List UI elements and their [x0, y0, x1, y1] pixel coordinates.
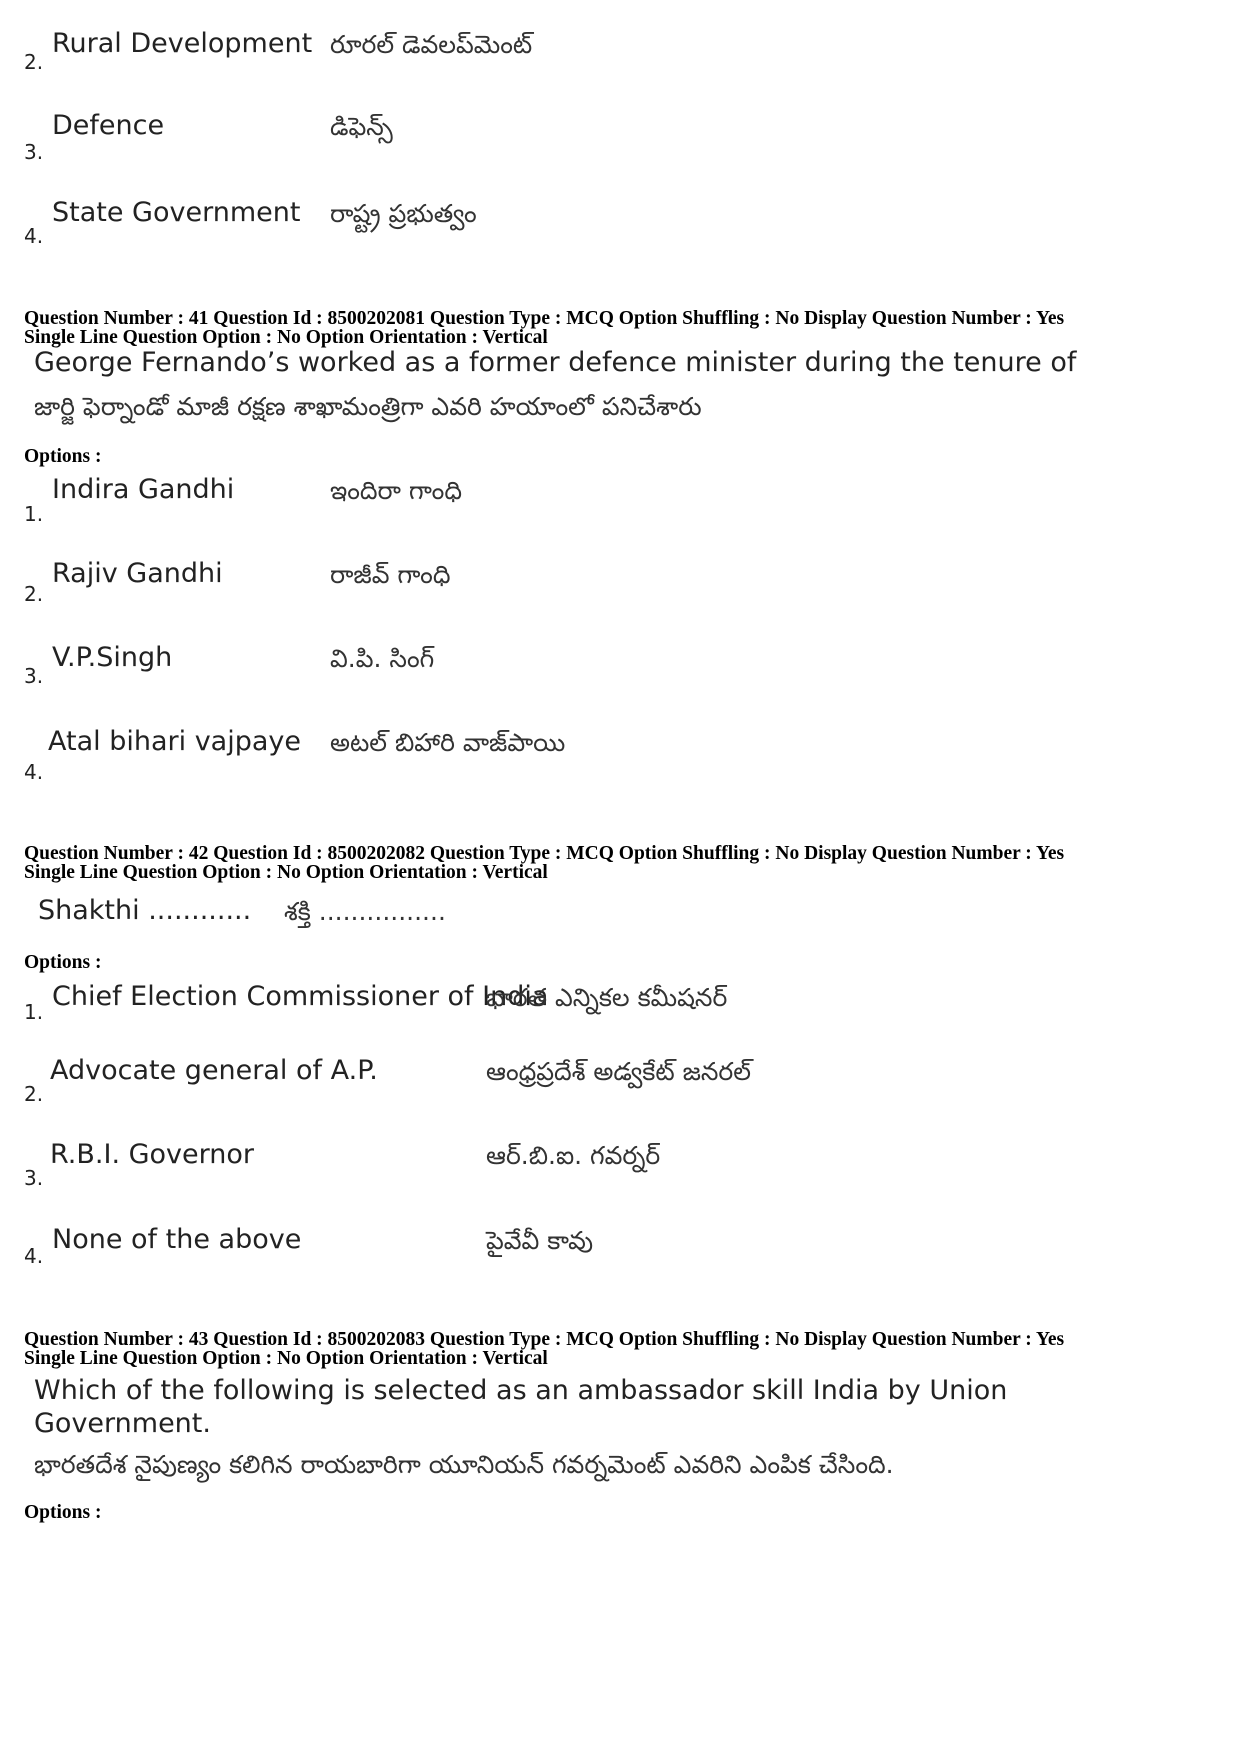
option-text-telugu: ఆర్.బి.ఐ. గవర్నర్	[486, 1141, 661, 1170]
option-number: 4.	[24, 224, 44, 248]
question-text-english: George Fernando’s worked as a former defence minister during the tenure of	[34, 347, 1077, 378]
question-text-telugu: భారతదేశ నైపుణ్యం కలిగిన రాయబారిగా యూనియన్ గవర్నమెంట్ ఎవరిని ఎంపిక చేసింది.	[34, 1450, 894, 1479]
option-text-english: Indira Gandhi	[52, 474, 235, 505]
option-text-english: R.B.I. Governor	[50, 1139, 255, 1170]
question-text-english-line-1: Which of the following is selected as an ambassador skill India by Union	[34, 1375, 1008, 1406]
question-text-english: Shakthi ............	[38, 895, 252, 926]
option-number: 3.	[24, 1166, 44, 1190]
option-text-english: Defence	[52, 110, 165, 141]
option-number: 2.	[24, 582, 44, 606]
option-text-telugu: రాజీవ్ గాంధి	[330, 560, 451, 589]
option-text-telugu: ఇందిరా గాంధి	[330, 476, 462, 505]
option-text-english: Chief Election Commissioner of India	[52, 981, 549, 1012]
option-text-english: Rural Development	[52, 28, 313, 59]
option-text-english: Rajiv Gandhi	[52, 558, 223, 589]
question-text-telugu: శక్తి ................	[284, 897, 446, 926]
question-meta-line-1: Question Number : 43 Question Id : 8500202083 Question Type : MCQ Option Shuffling : No Display Question Number : Yes	[24, 1329, 1065, 1350]
option-text-telugu: భారత ఎన్నికల కమీషనర్	[486, 983, 728, 1012]
option-number: 1.	[24, 502, 44, 526]
option-text-telugu: ఆంధ్రప్రదేశ్ అడ్వకేట్ జనరల్	[486, 1057, 751, 1086]
question-meta-line-1: Question Number : 41 Question Id : 8500202081 Question Type : MCQ Option Shuffling : No Display Question Number : Yes	[24, 308, 1065, 329]
option-text-english: None of the above	[52, 1224, 302, 1255]
option-text-english: Atal bihari vajpaye	[48, 726, 301, 757]
question-text-telugu: జార్జి ఫెర్నాండో మాజీ రక్షణ శాఖామంత్రిగా ఎవరి హయాంలో పనిచేశారు	[34, 392, 702, 421]
question-meta-line-2: Single Line Question Option : No Option Orientation : Vertical	[24, 1348, 548, 1369]
option-number: 3.	[24, 140, 44, 164]
option-number: 1.	[24, 1000, 44, 1024]
option-text-telugu: డిఫెన్స్	[330, 112, 393, 141]
option-text-telugu: పైవేవీ కావు	[486, 1226, 594, 1255]
option-number: 2.	[24, 1082, 44, 1106]
option-text-telugu: రాష్ట్ర ప్రభుత్వం	[330, 199, 477, 228]
option-text-telugu: రూరల్ డెవలప్‌మెంట్	[330, 30, 533, 59]
option-number: 3.	[24, 664, 44, 688]
question-meta-line-1: Question Number : 42 Question Id : 8500202082 Question Type : MCQ Option Shuffling : No Display Question Number : Yes	[24, 843, 1065, 864]
options-label: Options :	[24, 1502, 102, 1523]
option-text-english: V.P.Singh	[52, 642, 173, 673]
option-number: 4.	[24, 760, 44, 784]
option-text-telugu: వి.పి. సింగ్	[330, 644, 435, 673]
option-text-english: Advocate general of A.P.	[50, 1055, 378, 1086]
option-text-english: State Government	[52, 197, 301, 228]
options-label: Options :	[24, 952, 102, 973]
option-number: 4.	[24, 1244, 44, 1268]
question-meta-line-2: Single Line Question Option : No Option Orientation : Vertical	[24, 327, 548, 348]
option-number: 2.	[24, 50, 44, 74]
question-text-english-line-2: Government.	[34, 1408, 211, 1439]
options-label: Options :	[24, 446, 102, 467]
option-text-telugu: అటల్ బిహారి వాజ్‌పాయి	[330, 728, 566, 757]
question-meta-line-2: Single Line Question Option : No Option Orientation : Vertical	[24, 862, 548, 883]
